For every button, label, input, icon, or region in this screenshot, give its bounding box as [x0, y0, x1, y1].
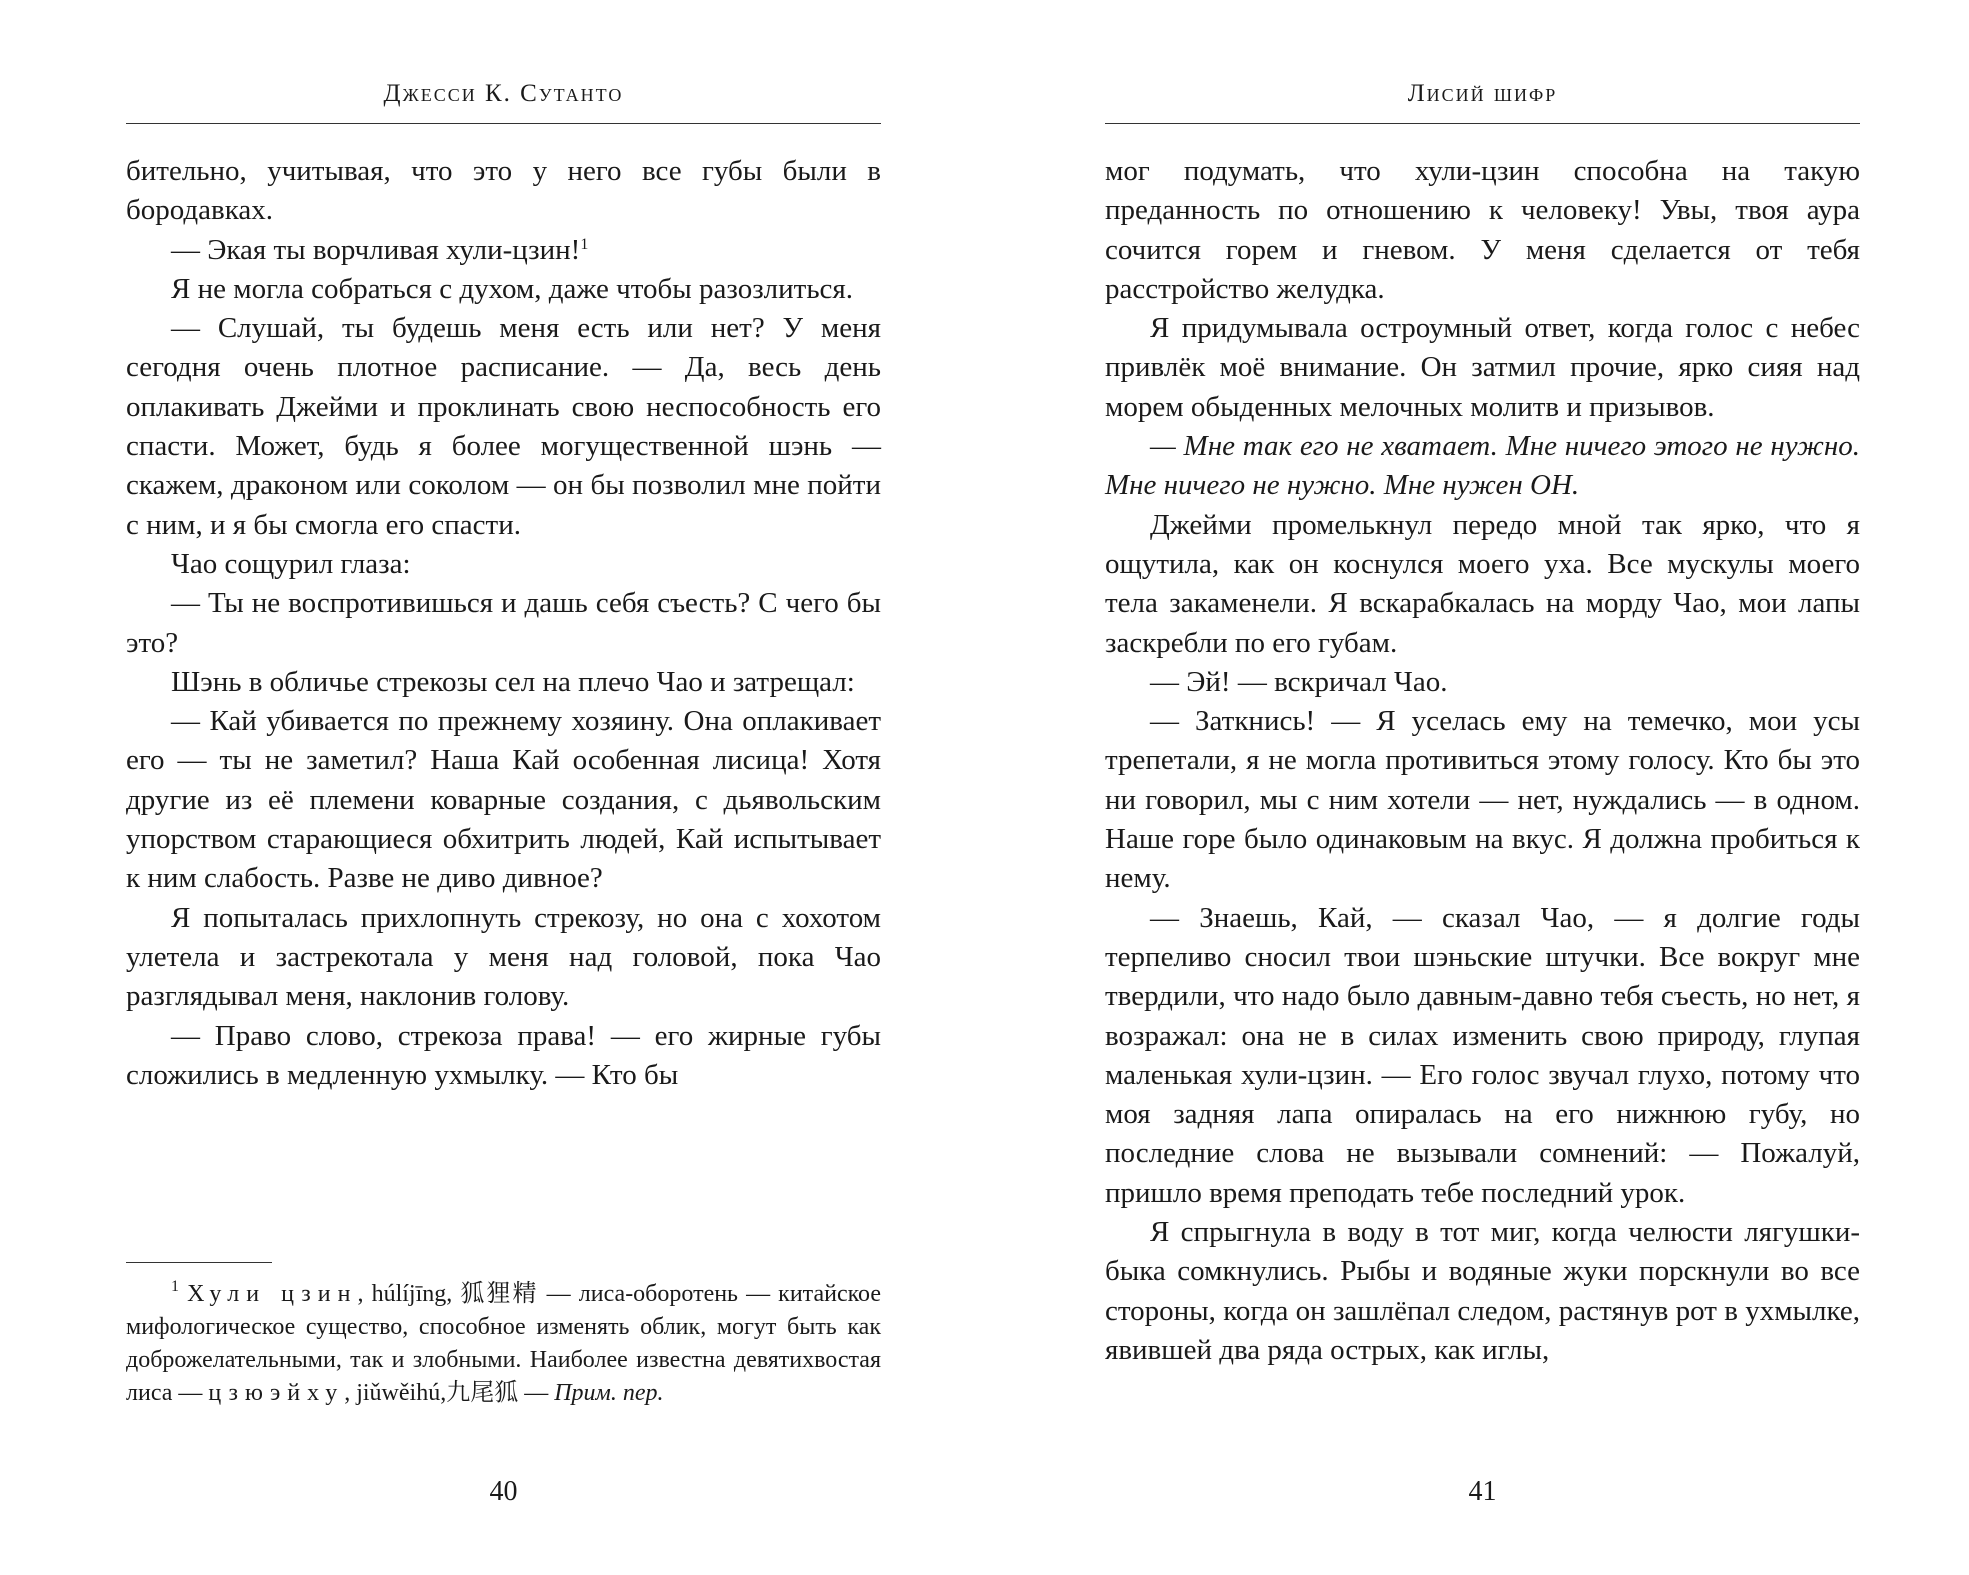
header-rule: [126, 123, 881, 124]
paragraph: Я спрыгнула в воду в тот миг, когда челюсти лягушки-быка сомкнулись. Рыбы и водяные жуки порскнули во все стороны, когда он зашлёпал следом, растянув рот в ухмылке, явившей два ряда острых, как иглы,: [1105, 1216, 1860, 1366]
footnote-term: Хули цзин: [187, 1281, 358, 1307]
footnote-term-2: цзюэйху: [208, 1380, 345, 1406]
paragraph: Шэнь в обличье стрекозы сел на плечо Чао и затрещал:: [171, 665, 855, 698]
footnote: [126, 1278, 881, 1410]
paragraph: — Заткнись! — Я уселась ему на темечко, мои усы трепетали, я не могла противиться этому голосу. Кто бы это ни говорил, мы с ним хотели — нет, нуждались — в одном. Наше горе было одинаковым на вкус. Я должна пробиться к нему.: [1105, 705, 1860, 895]
italic-paragraph: — Мне так его не хватает. Мне ничего этого не нужно. Мне ничего не нужно. Мне нужен ОН.: [1105, 430, 1860, 502]
footnote-text-2: , jiǔwěihú,九尾狐 —: [344, 1380, 555, 1406]
paragraph: — Право слово, стрекоза права! — его жирные губы сложились в медленную ухмылку. — Кто бы: [126, 1019, 881, 1091]
page-number: 41: [1468, 1476, 1497, 1507]
page-number: 40: [489, 1476, 518, 1507]
footnote-paragraph: [126, 1278, 881, 1410]
paragraph: — Знаешь, Кай, — сказал Чао, — я долгие годы терпеливо сносил твои шэньские штучки. Все вокруг мне твердили, что надо было давным-давно тебя съесть, но нет, я возражал: она не в силах изменить свою природу, глупая маленькая хули-цзин. — Его голос звучал глухо, потому что моя задняя лапа опиралась на его нижнюю губу, но последние слова не вызывали сомнений: — Пожалуй, пришло время преподать тебе последний урок.: [1105, 901, 1860, 1209]
paragraph: Джейми промелькнул передо мной так ярко, что я ощутила, как он коснулся моего уха. Все мускулы моего тела закаменели. Я вскарабкалась на морду Чао, мои лапы заскребли по его губам.: [1105, 508, 1860, 659]
paragraph: — Ты не воспротивишься и дашь себя съесть? С чего бы это?: [126, 587, 881, 659]
running-head-title: Лисий шифр: [1407, 80, 1558, 107]
paragraph: Чао сощурил глаза:: [171, 547, 411, 580]
running-head-author: Джесси К. Сутанто: [383, 80, 624, 107]
header-rule: [1105, 123, 1860, 124]
paragraph: — Эй! — вскричал Чао.: [1150, 665, 1448, 698]
translator-note: Прим. пер.: [554, 1380, 664, 1406]
paragraph: мог подумать, что хули-цзин способна на такую преданность по отношению к человеку! Увы, твоя аура сочится горем и гневом. У меня сделается от тебя расстройство желудка.: [1105, 155, 1860, 305]
paragraph: — Кай убивается по прежнему хозяину. Она оплакивает его — ты не заметил? Наша Кай особенная лисица! Хотя другие из её племени коварные создания, с дьявольским упорством старающиеся обхитрить людей, Кай испытывает к ним слабость. Разве не диво дивное?: [126, 705, 881, 895]
left-page-body: [126, 152, 881, 1095]
paragraph: [126, 231, 881, 270]
paragraph: Я не могла собраться с духом, даже чтобы разозлиться.: [171, 272, 854, 305]
paragraph-text: — Экая ты ворчливая хули-цзин!: [171, 233, 581, 266]
paragraph: бительно, учитывая, что это у него все губы были в бородавках.: [126, 155, 881, 227]
footnote-rule: [126, 1262, 272, 1263]
left-page: [126, 0, 881, 1575]
paragraph: Я попыталась прихлопнуть стрекозу, но она с хохотом улетела и застрекотала у меня над головой, пока Чао разглядывал меня, наклонив голову.: [126, 901, 881, 1013]
right-page-body: [1105, 152, 1860, 1370]
footnote-text: , húlíjīng, 狐狸精 — лиса-оборотень — китайское мифологическое существо, способное изменять облик, могут быть как доброжелательными, так и злобными. Наиболее известна девятихвостая лиса —: [126, 1281, 882, 1406]
paragraph: — Слушай, ты будешь меня есть или нет? У меня сегодня очень плотное расписание. — Да, весь день оплакивать Джейми и проклинать свою неспособность его спасти. Может, будь я более могущественной шэнь — скажем, драконом или соколом — он бы позволил мне пойти с ним, и я бы смогла его спасти.: [126, 312, 881, 541]
right-page: [1105, 0, 1860, 1575]
footnote-reference[interactable]: 1: [580, 235, 589, 253]
footnote-marker: 1: [171, 1278, 179, 1295]
paragraph: Я придумывала остроумный ответ, когда голос с небес привлёк моё внимание. Он затмил прочие, ярко сияя над морем обыденных мелочных молитв и призывов.: [1105, 312, 1860, 423]
